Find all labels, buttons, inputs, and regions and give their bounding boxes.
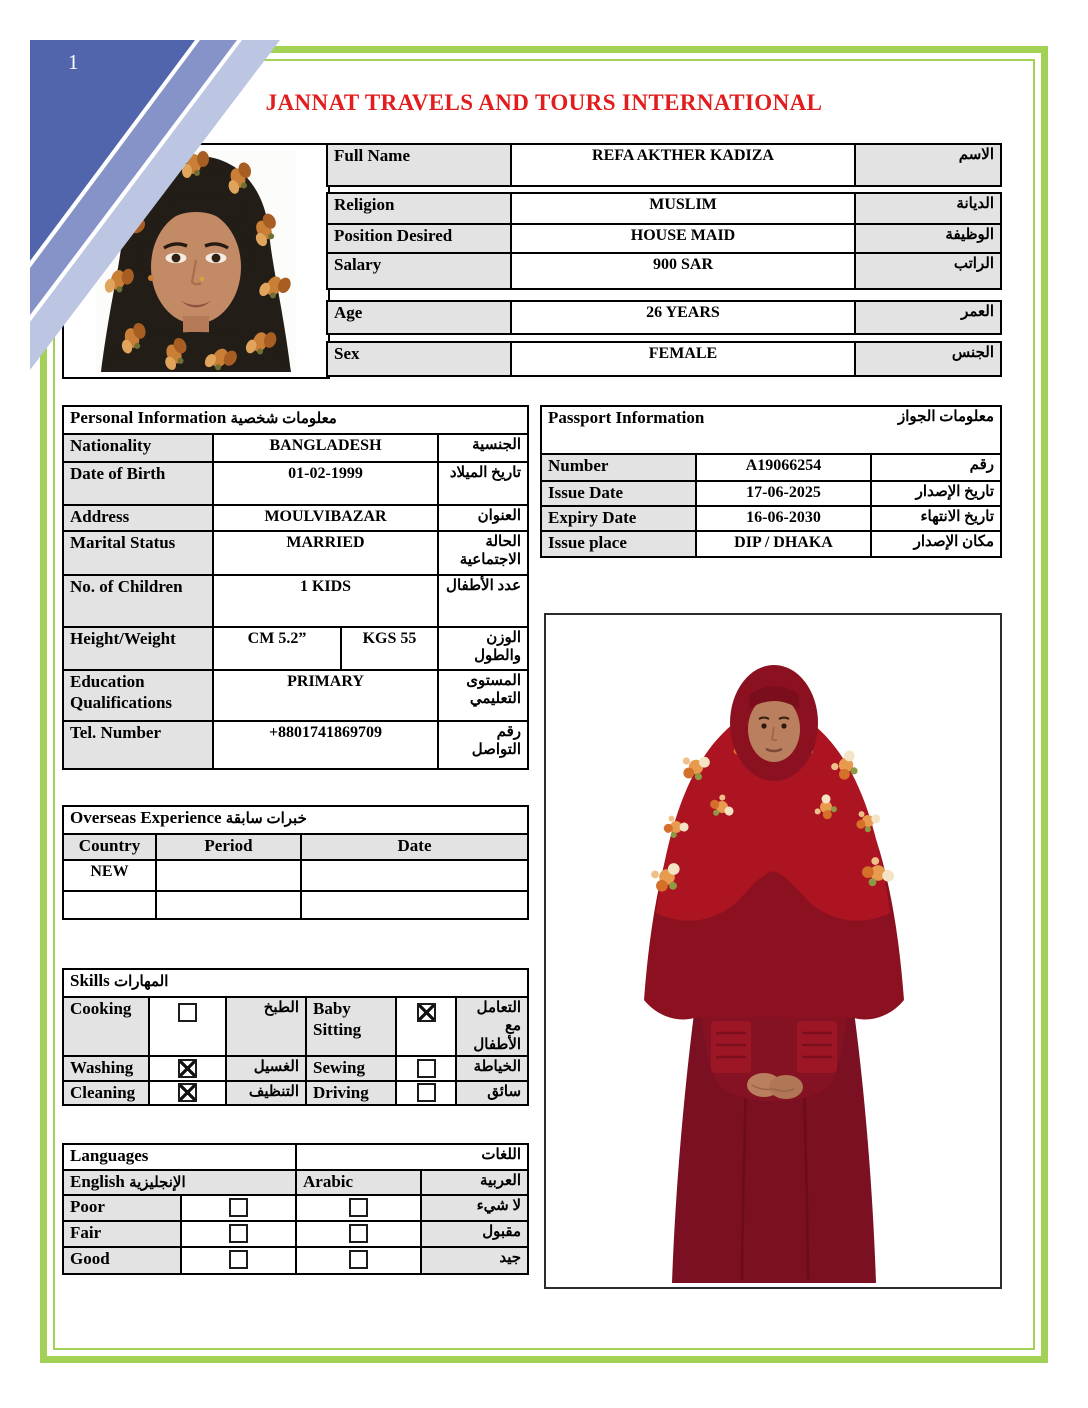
level-checkbox-cell bbox=[181, 1221, 296, 1247]
section-title: Skills bbox=[70, 971, 110, 990]
field-value: MARRIED bbox=[213, 531, 438, 575]
page-number: 1 bbox=[68, 50, 79, 74]
column-header: Period bbox=[156, 834, 301, 860]
field-value: 900 SAR bbox=[511, 253, 855, 289]
table-row bbox=[63, 1247, 528, 1274]
languages-table bbox=[62, 1143, 529, 1275]
skill-label-arabic: التنظيف bbox=[226, 1081, 306, 1106]
applicant-summary-table-2 bbox=[326, 192, 1002, 290]
field-label-arabic: الجنسية bbox=[438, 434, 528, 462]
field-value: A19066254 bbox=[696, 454, 871, 481]
overseas-experience-table bbox=[62, 805, 529, 920]
field-label-arabic: الاسم bbox=[855, 144, 1001, 186]
table-row bbox=[327, 253, 1001, 289]
checkbox bbox=[349, 1198, 368, 1217]
field-value: PRIMARY bbox=[213, 670, 438, 721]
field-value: 26 YEARS bbox=[511, 301, 855, 334]
field-value: 17-06-2025 bbox=[696, 481, 871, 506]
language-column-english: English الإنجليزية bbox=[63, 1170, 296, 1195]
level-label-arabic: مقبول bbox=[421, 1221, 528, 1247]
language-column-arabic-arabic: العربية bbox=[421, 1170, 528, 1195]
field-label: Marital Status bbox=[63, 531, 213, 575]
field-label-arabic: مكان الإصدار bbox=[871, 531, 1001, 557]
table-row bbox=[63, 434, 528, 462]
field-label: Age bbox=[327, 301, 511, 334]
skill-label: Driving bbox=[306, 1081, 396, 1106]
section-title-arabic: اللغات bbox=[296, 1144, 528, 1170]
checkbox bbox=[229, 1224, 248, 1243]
skill-checkbox-cell bbox=[149, 1056, 226, 1081]
field-label: Religion bbox=[327, 193, 511, 224]
level-label: Good bbox=[63, 1247, 181, 1274]
section-header: Languages bbox=[63, 1144, 296, 1170]
experience-date bbox=[301, 860, 528, 891]
field-label-arabic: الجنس bbox=[855, 342, 1001, 376]
table-row bbox=[63, 505, 528, 531]
table-row bbox=[327, 144, 1001, 186]
skill-label: Washing bbox=[63, 1056, 149, 1081]
field-label-arabic: رقم bbox=[871, 454, 1001, 481]
field-label-arabic: الحالة الاجتماعية bbox=[438, 531, 528, 575]
field-label-arabic: تاريخ الميلاد bbox=[438, 462, 528, 505]
section-title-arabic: خبرات سابقة bbox=[225, 811, 307, 827]
field-label: Education Qualifications bbox=[63, 670, 213, 721]
level-checkbox-cell bbox=[296, 1221, 421, 1247]
field-label-arabic: الراتب bbox=[855, 253, 1001, 289]
section-title: Passport Information bbox=[548, 408, 705, 427]
field-value: FEMALE bbox=[511, 342, 855, 376]
section-title-arabic: معلومات الجواز bbox=[897, 409, 995, 425]
table-row bbox=[63, 531, 528, 575]
table-row bbox=[63, 575, 528, 627]
checkbox bbox=[417, 1003, 436, 1022]
experience-period bbox=[156, 891, 301, 919]
checkbox bbox=[349, 1250, 368, 1269]
table-row bbox=[63, 969, 528, 997]
table-row bbox=[327, 342, 1001, 376]
field-label: Expiry Date bbox=[541, 506, 696, 531]
field-label: Tel. Number bbox=[63, 721, 213, 769]
field-value: BANGLADESH bbox=[213, 434, 438, 462]
skill-label-arabic: الغسيل bbox=[226, 1056, 306, 1081]
column-header: Country bbox=[63, 834, 156, 860]
field-label: Full Name bbox=[327, 144, 511, 186]
field-label: Date of Birth bbox=[63, 462, 213, 505]
applicant-summary-table bbox=[326, 143, 1002, 187]
field-value: MUSLIM bbox=[511, 193, 855, 224]
field-label-arabic: الوزن والطول bbox=[438, 627, 528, 670]
full-body-photo bbox=[544, 613, 1002, 1289]
field-label-arabic: الديانة bbox=[855, 193, 1001, 224]
field-label: Sex bbox=[327, 342, 511, 376]
checkbox bbox=[229, 1198, 248, 1217]
skill-label-arabic: التعامل مع الأطفال bbox=[456, 997, 528, 1056]
table-row bbox=[63, 834, 528, 860]
skill-label: Cleaning bbox=[63, 1081, 149, 1106]
table-row bbox=[63, 1081, 528, 1106]
table-row bbox=[63, 670, 528, 721]
experience-period bbox=[156, 860, 301, 891]
level-checkbox-cell bbox=[181, 1247, 296, 1274]
section-header bbox=[63, 406, 528, 434]
table-row bbox=[63, 860, 528, 891]
table-row bbox=[541, 454, 1001, 481]
language-column-english-arabic: الإنجليزية bbox=[129, 1175, 186, 1191]
level-checkbox-cell bbox=[296, 1247, 421, 1274]
table-row bbox=[63, 1221, 528, 1247]
table-row bbox=[63, 997, 528, 1056]
field-value: DIP / DHAKA bbox=[696, 531, 871, 557]
table-row bbox=[63, 891, 528, 919]
section-title-arabic: المهارات bbox=[113, 974, 169, 990]
level-checkbox-cell bbox=[181, 1195, 296, 1221]
table-row bbox=[63, 721, 528, 769]
field-value: 16-06-2030 bbox=[696, 506, 871, 531]
experience-date bbox=[301, 891, 528, 919]
applicant-summary-table-3 bbox=[326, 300, 1002, 335]
skill-checkbox-cell bbox=[149, 1081, 226, 1106]
field-value: REFA AKTHER KADIZA bbox=[511, 144, 855, 186]
skill-checkbox-cell bbox=[396, 1081, 456, 1106]
field-label: Salary bbox=[327, 253, 511, 289]
table-row bbox=[63, 1144, 528, 1170]
applicant-summary-table-4 bbox=[326, 341, 1002, 377]
skill-label-arabic: الطبخ bbox=[226, 997, 306, 1056]
corner-decoration bbox=[30, 40, 282, 372]
table-row bbox=[541, 531, 1001, 557]
section-title-arabic: معلومات شخصية bbox=[230, 411, 337, 427]
language-column-arabic: Arabic bbox=[296, 1170, 421, 1195]
checkbox bbox=[178, 1083, 197, 1102]
field-label-arabic: رقم التواصل bbox=[438, 721, 528, 769]
skill-checkbox-cell bbox=[396, 1056, 456, 1081]
field-label-arabic: العمر bbox=[855, 301, 1001, 334]
section-title: Overseas Experience bbox=[70, 808, 222, 827]
field-value: HOUSE MAID bbox=[511, 224, 855, 253]
field-label-arabic: الوظيفة bbox=[855, 224, 1001, 253]
experience-country: NEW bbox=[63, 860, 156, 891]
field-label-arabic: عدد الأطفال bbox=[438, 575, 528, 627]
page-title: JANNAT TRAVELS AND TOURS INTERNATIONAL bbox=[265, 90, 823, 115]
field-value: +8801741869709 bbox=[213, 721, 438, 769]
table-row bbox=[63, 806, 528, 834]
skills-table bbox=[62, 968, 529, 1106]
full-body-photo-illustration bbox=[546, 615, 1000, 1287]
table-row bbox=[327, 224, 1001, 253]
field-label-arabic: المستوى التعليمي bbox=[438, 670, 528, 721]
checkbox bbox=[349, 1224, 368, 1243]
skill-label-arabic: سائق bbox=[456, 1081, 528, 1106]
column-header: Date bbox=[301, 834, 528, 860]
passport-information-table bbox=[540, 405, 1002, 558]
field-label: Nationality bbox=[63, 434, 213, 462]
skill-label-arabic: الخياطة bbox=[456, 1056, 528, 1081]
table-row bbox=[541, 481, 1001, 506]
table-row bbox=[63, 462, 528, 505]
level-label: Poor bbox=[63, 1195, 181, 1221]
personal-information-table bbox=[62, 405, 529, 770]
table-row bbox=[63, 406, 528, 434]
skill-checkbox-cell bbox=[396, 997, 456, 1056]
field-value-height: CM 5.2” bbox=[213, 627, 341, 670]
level-label: Fair bbox=[63, 1221, 181, 1247]
field-value: 01-02-1999 bbox=[213, 462, 438, 505]
section-header bbox=[541, 406, 1001, 454]
field-label: Issue Date bbox=[541, 481, 696, 506]
table-row bbox=[541, 406, 1001, 454]
checkbox bbox=[229, 1250, 248, 1269]
checkbox bbox=[417, 1083, 436, 1102]
field-value: MOULVIBAZAR bbox=[213, 505, 438, 531]
skill-label: Baby Sitting bbox=[306, 997, 396, 1056]
table-row bbox=[63, 627, 528, 670]
skill-label: Cooking bbox=[63, 997, 149, 1056]
section-header bbox=[63, 969, 528, 997]
level-label-arabic: لا شيء bbox=[421, 1195, 528, 1221]
table-row bbox=[541, 506, 1001, 531]
field-label: Position Desired bbox=[327, 224, 511, 253]
level-label-arabic: جيد bbox=[421, 1247, 528, 1274]
field-label: Issue place bbox=[541, 531, 696, 557]
skill-label: Sewing bbox=[306, 1056, 396, 1081]
checkbox bbox=[417, 1059, 436, 1078]
table-row bbox=[63, 1170, 528, 1195]
experience-country bbox=[63, 891, 156, 919]
field-label-arabic: تاريخ الانتهاء bbox=[871, 506, 1001, 531]
section-title: Personal Information bbox=[70, 408, 227, 427]
field-label-arabic: العنوان bbox=[438, 505, 528, 531]
level-checkbox-cell bbox=[296, 1195, 421, 1221]
checkbox bbox=[178, 1003, 197, 1022]
field-label: Height/Weight bbox=[63, 627, 213, 670]
table-row bbox=[63, 1056, 528, 1081]
table-row bbox=[327, 301, 1001, 334]
table-row bbox=[327, 193, 1001, 224]
checkbox bbox=[178, 1059, 197, 1078]
skill-checkbox-cell bbox=[149, 997, 226, 1056]
field-label-arabic: تاريخ الإصدار bbox=[871, 481, 1001, 506]
field-label: Number bbox=[541, 454, 696, 481]
field-label: No. of Children bbox=[63, 575, 213, 627]
table-row bbox=[63, 1195, 528, 1221]
field-value: 1 KIDS bbox=[213, 575, 438, 627]
field-value-weight: KGS 55 bbox=[341, 627, 438, 670]
field-label: Address bbox=[63, 505, 213, 531]
section-header bbox=[63, 806, 528, 834]
